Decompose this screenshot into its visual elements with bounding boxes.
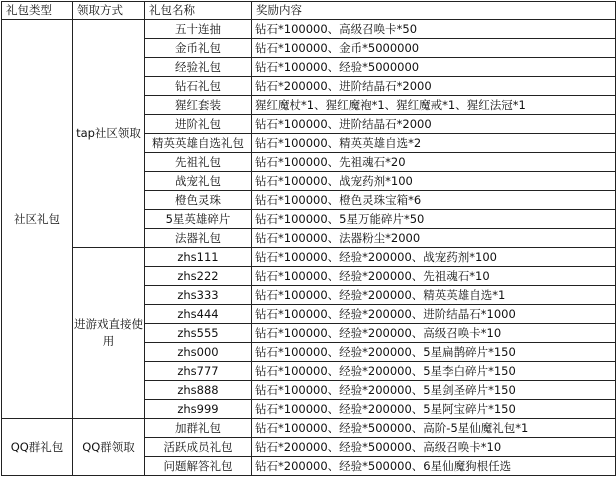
header-gift-type: 礼包类型 [2,2,73,20]
gift-name-cell: zhs111 [145,248,252,267]
gift-name-cell: 活跃成员礼包 [145,438,252,457]
gift-name-cell: 猩红套装 [145,96,252,115]
gift-name-cell: 钻石礼包 [145,77,252,96]
header-gift-name: 礼包名称 [145,2,252,20]
reward-cell: 钻石*100000、法器粉尘*2000 [252,229,616,248]
reward-cell: 钻石*100000、经验*200000、先祖魂石*10 [252,267,616,286]
reward-cell: 钻石*100000、经验*200000、5星李白碎片*150 [252,362,616,381]
gift-name-cell: zhs333 [145,286,252,305]
gift-name-cell: 5星英雄碎片 [145,210,252,229]
gift-name-cell: zhs555 [145,324,252,343]
gift-name-cell: 加群礼包 [145,419,252,438]
reward-cell: 钻石*100000、橙色灵珠宝箱*6 [252,191,616,210]
gift-name-cell: zhs999 [145,400,252,419]
table-body [2,20,616,476]
gift-name-cell: 金币礼包 [145,39,252,58]
gift-name-cell: zhs222 [145,267,252,286]
table-row [2,248,616,267]
header-claim-method: 领取方式 [73,2,145,20]
gift-name-cell: 法器礼包 [145,229,252,248]
reward-cell: 钻石*200000、经验*500000、6星仙魔狗根任选 [252,457,616,476]
reward-cell: 钻石*100000、经验*200000、进阶结晶石*1000 [252,305,616,324]
table-header-row [2,2,616,20]
reward-cell: 钻石*100000、经验*200000、5星阿宝碎片*150 [252,400,616,419]
claim-method-cell: tap社区领取 [73,20,145,248]
gift-name-cell: 进阶礼包 [145,115,252,134]
gift-name-cell: 战宠礼包 [145,172,252,191]
reward-cell: 钻石*200000、经验*500000、高级召唤卡*10 [252,438,616,457]
claim-method-cell: QQ群领取 [73,419,145,476]
gift-type-cell: QQ群礼包 [2,419,73,476]
reward-cell: 钻石*100000、精英英雄自选*2 [252,134,616,153]
gift-table [1,1,616,476]
reward-cell: 钻石*100000、经验*200000、战宠药剂*100 [252,248,616,267]
gift-name-cell: 先祖礼包 [145,153,252,172]
gift-name-cell: zhs888 [145,381,252,400]
reward-cell: 钻石*100000、5星万能碎片*50 [252,210,616,229]
reward-cell: 钻石*200000、进阶结晶石*2000 [252,77,616,96]
reward-cell: 钻石*100000、经验*200000、5星扁鹊碎片*150 [252,343,616,362]
gift-name-cell: zhs444 [145,305,252,324]
table-row [2,20,616,39]
reward-cell: 钻石*100000、战宠药剂*100 [252,172,616,191]
reward-cell: 钻石*100000、进阶结晶石*2000 [252,115,616,134]
gift-name-cell: zhs777 [145,362,252,381]
reward-cell: 钻石*100000、经验*200000、精英英雄自选*1 [252,286,616,305]
reward-cell: 钻石*100000、金币*5000000 [252,39,616,58]
gift-name-cell: 橙色灵珠 [145,191,252,210]
reward-cell: 钻石*100000、高级召唤卡*50 [252,20,616,39]
reward-cell: 钻石*100000、经验*200000、5星剑圣碎片*150 [252,381,616,400]
gift-type-cell: 社区礼包 [2,20,73,419]
gift-name-cell: 经验礼包 [145,58,252,77]
reward-cell: 钻石*100000、经验*5000000 [252,58,616,77]
table-row [2,419,616,438]
reward-cell: 钻石*100000、经验*500000、高阶-5星仙魔礼包*1 [252,419,616,438]
gift-name-cell: zhs000 [145,343,252,362]
gift-name-cell: 五十连抽 [145,20,252,39]
reward-cell: 钻石*100000、经验*200000、高级召唤卡*10 [252,324,616,343]
reward-cell: 钻石*100000、先祖魂石*20 [252,153,616,172]
gift-name-cell: 问题解答礼包 [145,457,252,476]
header-reward: 奖励内容 [252,2,616,20]
reward-cell: 猩红魔杖*1、猩红魔袍*1、猩红魔戒*1、猩红法冠*1 [252,96,616,115]
claim-method-cell: 进游戏直接使用 [73,248,145,419]
gift-name-cell: 精英英雄自选礼包 [145,134,252,153]
